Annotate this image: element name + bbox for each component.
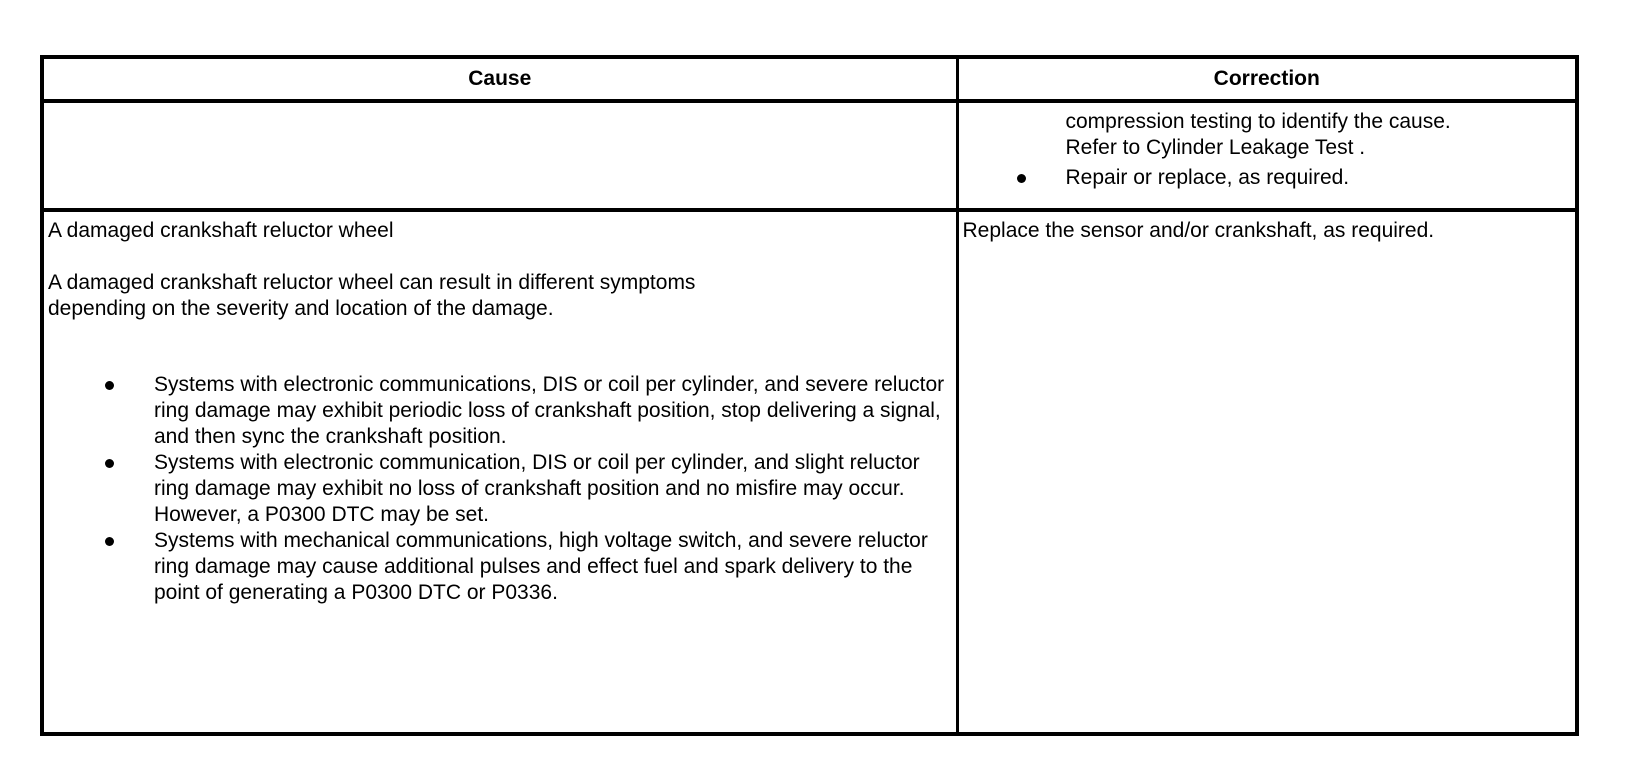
- list-item: [48, 450, 952, 528]
- correction-bullet-list: [959, 165, 1576, 191]
- bullet-text: Systems with electronic communications, DIS or coil per cylinder, and severe reluctor ring damage may exhibit periodic loss of crankshaft position, stop delivering a signal, and then sync the crankshaft position.: [154, 373, 945, 448]
- bullet-icon: [105, 381, 114, 390]
- bullet-text: Systems with mechanical communications, high voltage switch, and severe reluctor ring damage may cause additional pulses and effect fuel and spark delivery to the point of generating a P0300 DTC or P0336.: [154, 529, 928, 604]
- cause-description-line: depending on the severity and location of the damage.: [48, 297, 554, 320]
- bullet-icon: [1017, 174, 1026, 183]
- correction-continued-text: [959, 103, 1576, 161]
- cause-description: [48, 270, 952, 322]
- cause-cell-empty: [42, 101, 957, 210]
- list-item: [959, 165, 1576, 191]
- cause-cell: [42, 210, 957, 734]
- header-row: [42, 57, 1577, 101]
- cylinder-leakage-test-reference: Refer to Cylinder Leakage Test .: [1065, 136, 1366, 159]
- bullet-icon: [105, 459, 114, 468]
- correction-cell: [957, 101, 1577, 210]
- cause-bullet-list: [48, 372, 952, 606]
- correction-line: [1066, 135, 1568, 161]
- cause-header: Cause: [42, 57, 957, 101]
- correction-line: compression testing to identify the cause.: [1065, 110, 1451, 133]
- cause-title: A damaged crankshaft reluctor wheel: [48, 219, 394, 242]
- correction-text: Replace the sensor and/or crankshaft, as required.: [962, 219, 1435, 242]
- table-row: [42, 101, 1577, 210]
- list-item: [48, 528, 952, 606]
- cause-description-line: A damaged crankshaft reluctor wheel can result in different symptoms: [48, 271, 696, 294]
- correction-header: Correction: [957, 57, 1577, 101]
- correction-cell: [957, 210, 1577, 734]
- diagnostic-table: [40, 55, 1579, 736]
- bullet-icon: [105, 537, 114, 546]
- bullet-text: Systems with electronic communication, DIS or coil per cylinder, and slight reluctor ring damage may exhibit no loss of crankshaft position and no misfire may occur. However, a P0300 DTC may be set.: [154, 451, 920, 526]
- table-row: [42, 210, 1577, 734]
- bullet-text: Repair or replace, as required.: [1065, 166, 1350, 189]
- list-item: [48, 372, 952, 450]
